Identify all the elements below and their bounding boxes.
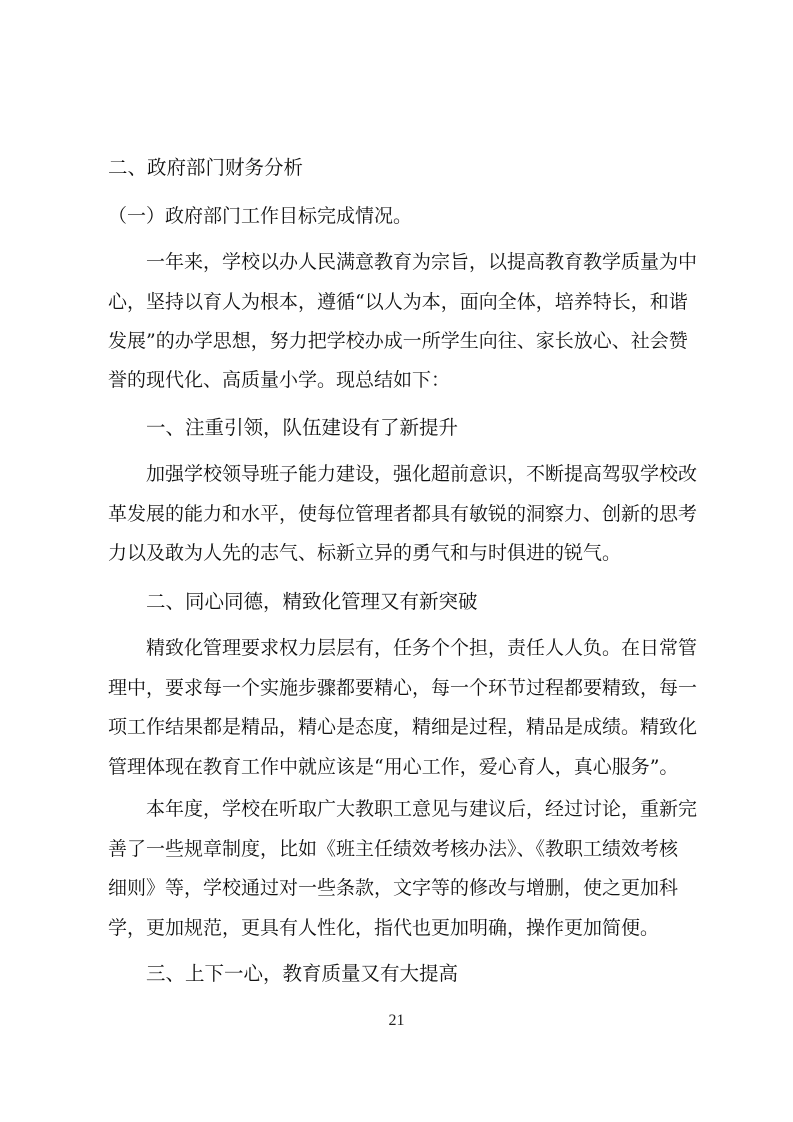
section-heading: 二、政府部门财务分析: [108, 156, 304, 179]
point2-para2-line-1: 本年度，学校在听取广大教职工意见与建议后，经过讨论，重新完: [146, 798, 698, 820]
point2-para1-line-2: 理中，要求每一个实施步骤都要精心，每一个环节过程都要精致，每一: [108, 677, 698, 699]
sub-heading: （一）政府部门工作目标完成情况。: [108, 205, 413, 227]
intro-line-2: 心，坚持以育人为根本，遵循“以人为本，面向全体，培养特长，和谐: [108, 291, 688, 313]
point2-title: 二、同心同德，精致化管理又有新突破: [146, 590, 478, 613]
point1-title: 一、注重引领，队伍建设有了新提升: [146, 416, 459, 439]
point2-para2-line-3: 细则》等，学校通过对一些条款，文字等的修改与增删，使之更加科: [108, 877, 679, 899]
intro-line-1: 一年来，学校以办人民满意教育为宗旨，以提高教育教学质量为中: [146, 251, 698, 273]
point1-line-2: 革发展的能力和水平，使每位管理者都具有敏锐的洞察力、创新的思考: [108, 503, 698, 525]
point3-title: 三、上下一心，教育质量又有大提高: [146, 962, 459, 985]
point1-line-1: 加强学校领导班子能力建设，强化超前意识，不断提高驾驭学校改: [146, 463, 698, 485]
point1-line-3: 力以及敢为人先的志气、标新立异的勇气和与时俱进的锐气。: [108, 542, 622, 564]
page-number: 21: [388, 1012, 405, 1029]
intro-line-3: 发展”的办学思想，努力把学校办成一所学生向往、家长放心、社会赞: [108, 330, 688, 352]
point2-para1-line-4: 管理体现在教育工作中就应该是“用心工作，爱心育人，真心服务”。: [108, 756, 679, 778]
intro-line-4: 誉的现代化、高质量小学。现总结如下：: [108, 369, 451, 391]
point2-para2-line-4: 学，更加规范，更具有人性化，指代也更加明确，操作更加简便。: [108, 917, 660, 939]
point2-para1-line-1: 精致化管理要求权力层层有，任务个个担，责任人人负。在日常管: [146, 637, 698, 659]
point2-para2-line-2: 善了一些规章制度，比如《班主任绩效考核办法》、《教职工绩效考核: [108, 838, 679, 860]
point2-para1-line-3: 项工作结果都是精品，精心是态度，精细是过程，精品是成绩。精致化: [108, 716, 698, 738]
